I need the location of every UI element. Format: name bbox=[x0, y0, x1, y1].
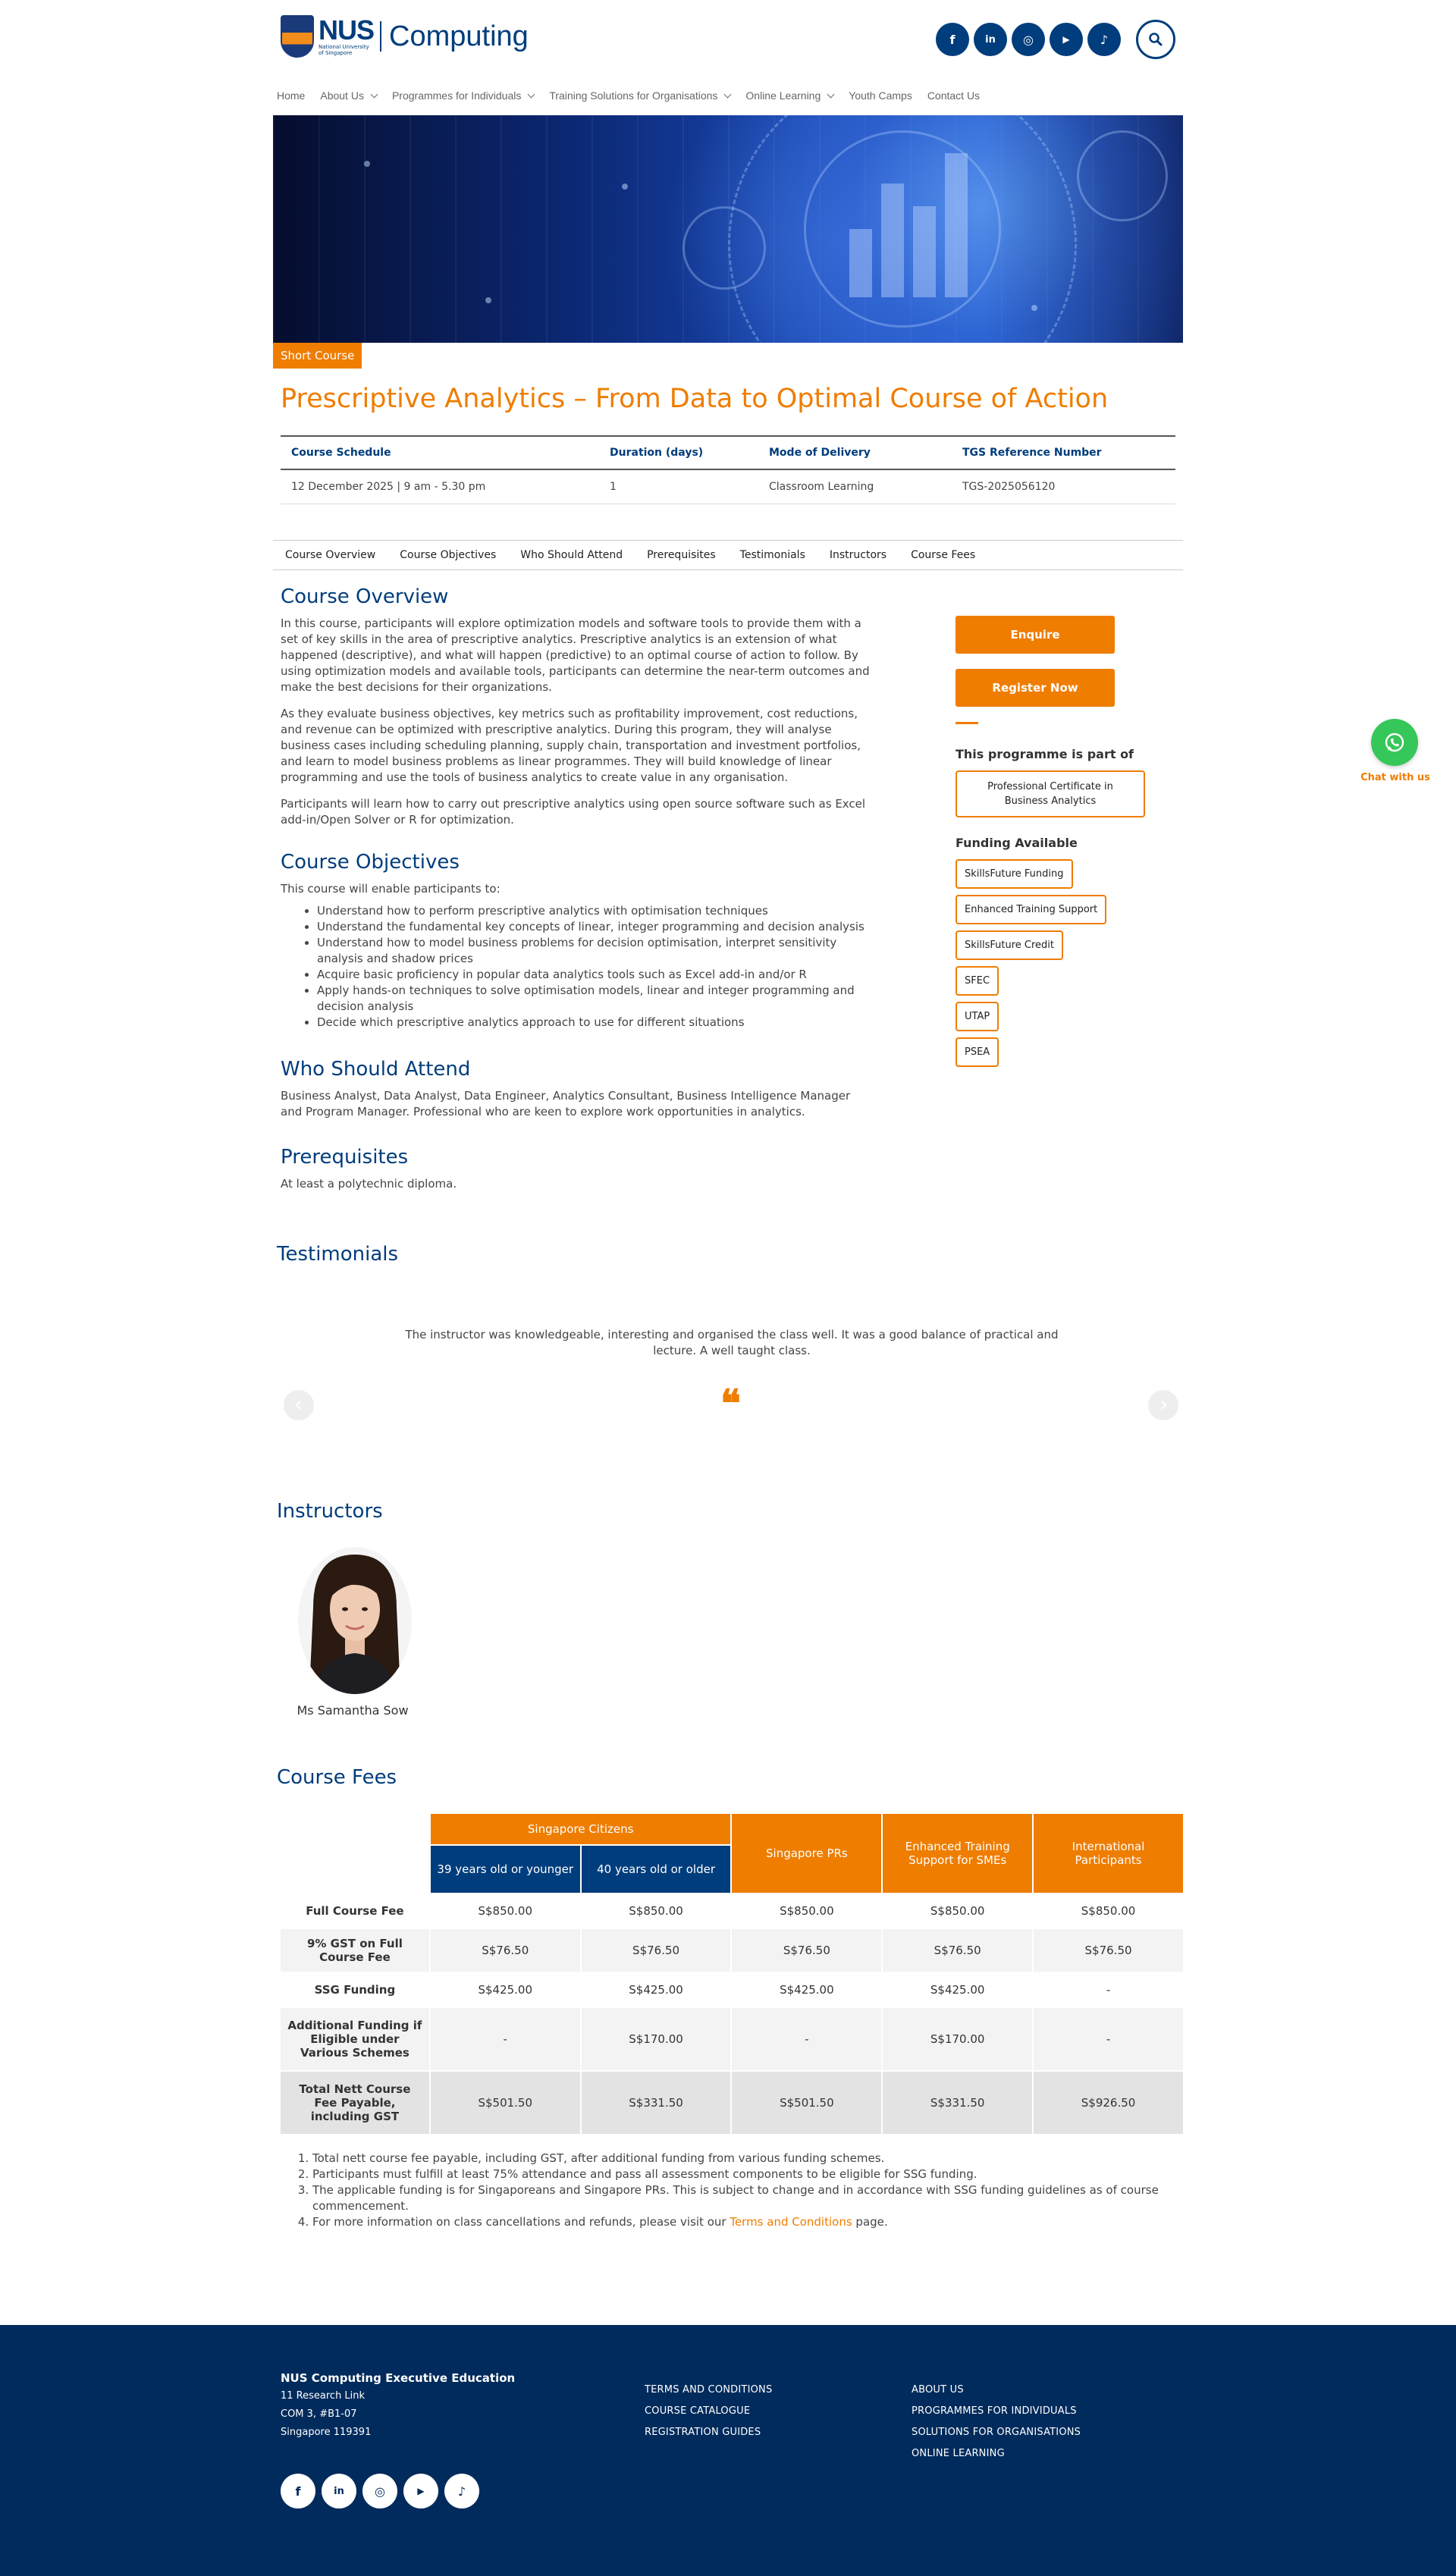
instagram-icon[interactable]: ◎ bbox=[1012, 23, 1045, 56]
nav-home[interactable]: Home bbox=[277, 89, 306, 102]
nav-online-learning[interactable]: Online Learning bbox=[745, 89, 833, 102]
logo-sub-line-1: National University bbox=[318, 44, 369, 50]
quote-icon: ❝ bbox=[720, 1381, 741, 1426]
youtube-icon[interactable]: ▶ bbox=[1050, 23, 1083, 56]
col-group-singapore-citizens: Singapore Citizens bbox=[430, 1813, 732, 1845]
fee-cell: - bbox=[430, 2007, 581, 2071]
funding-tag-utap[interactable]: UTAP bbox=[956, 1002, 999, 1031]
logo-divider bbox=[380, 21, 381, 52]
funding-tag-skillsfuture-funding[interactable]: SkillsFuture Funding bbox=[956, 859, 1073, 889]
footer-addr-line: 11 Research Link bbox=[281, 2390, 366, 2402]
list-item: • Apply hands-on techniques to solve optimisation models, linear and integer programming and decision analysis bbox=[317, 983, 872, 1015]
table-row bbox=[280, 2007, 1184, 2071]
schedule-date: 12 December 2025 | 9 am - 5.30 pm bbox=[281, 469, 599, 504]
list-item: 1. Total nett course fee payable, including GST, after additional funding from various funding schemes. bbox=[312, 2151, 1183, 2167]
fee-cell: S$76.50 bbox=[882, 1928, 1033, 1972]
footer-org-name: NUS Computing Executive Education bbox=[281, 2371, 516, 2385]
carousel-next-button[interactable] bbox=[1148, 1390, 1178, 1420]
fee-cell: S$331.50 bbox=[882, 2071, 1033, 2135]
table-header-row bbox=[280, 1813, 1184, 1845]
testimonial-quote: The instructor was knowledgeable, interesting and organised the class well. It was a good balance of practical and lecture. A well taught class. bbox=[405, 1328, 1059, 1357]
carousel-prev-button[interactable] bbox=[284, 1390, 314, 1420]
tab-instructors[interactable]: Instructors bbox=[829, 549, 887, 561]
table-header-row bbox=[281, 436, 1175, 469]
attend-heading: Who Should Attend bbox=[281, 1058, 471, 1081]
search-button[interactable] bbox=[1136, 20, 1175, 59]
footer-addr-line: Singapore 119391 bbox=[281, 2427, 372, 2438]
footer-social-links bbox=[281, 2474, 479, 2509]
funding-tag-psea[interactable]: PSEA bbox=[956, 1037, 999, 1067]
register-now-button[interactable]: Register Now bbox=[956, 669, 1115, 707]
fee-cell: S$76.50 bbox=[731, 1928, 882, 1972]
nav-contact-us[interactable]: Contact Us bbox=[927, 89, 981, 102]
nus-computing-logo[interactable] bbox=[281, 15, 529, 58]
row-label: Additional Funding if Eligible under Various Schemes bbox=[280, 2007, 430, 2071]
schedule-duration: 1 bbox=[599, 469, 758, 504]
fee-cell: S$501.50 bbox=[731, 2071, 882, 2135]
prereq-text: At least a polytechnic diploma. bbox=[281, 1177, 457, 1191]
tab-course-overview[interactable]: Course Overview bbox=[285, 549, 376, 561]
fee-cell: S$501.50 bbox=[430, 2071, 581, 2135]
fee-cell: S$76.50 bbox=[581, 1928, 732, 1972]
prereq-heading: Prerequisites bbox=[281, 1146, 409, 1169]
fee-cell: S$76.50 bbox=[430, 1928, 581, 1972]
footer-links-col-2 bbox=[912, 2380, 1081, 2465]
certificate-link[interactable]: Professional Certificate in Business Analytics bbox=[956, 770, 1145, 817]
objectives-heading: Course Objectives bbox=[281, 851, 460, 874]
chevron-left-icon bbox=[293, 1400, 304, 1410]
table-row bbox=[281, 469, 1175, 504]
fee-cell: S$170.00 bbox=[882, 2007, 1033, 2071]
overview-paragraph-2: As they evaluate business objectives, key metrics such as profitability improvement, cost reductions, and revenue can be optimized with prescriptive analytics. During this program, they will analyse business cases including scheduling planning, supply chain, transportation and investment portfolios, and learn to model business problems as linear programmes. They will build knowledge of linear programming and use the tools of business analytics to create value in any organisation. bbox=[281, 707, 861, 784]
chevron-down-icon bbox=[528, 90, 535, 98]
row-label: Full Course Fee bbox=[280, 1894, 430, 1928]
col-39-or-younger: 39 years old or younger bbox=[430, 1845, 581, 1894]
footer-address bbox=[281, 2369, 515, 2442]
tab-testimonials[interactable]: Testimonials bbox=[739, 549, 805, 561]
fee-cell: S$76.50 bbox=[1033, 1928, 1184, 1972]
objectives-list bbox=[317, 903, 872, 1031]
course-schedule-table bbox=[281, 435, 1175, 504]
chevron-right-icon bbox=[1158, 1400, 1169, 1410]
youtube-icon[interactable]: ▶ bbox=[403, 2474, 438, 2509]
col-40-or-older: 40 years old or older bbox=[581, 1845, 732, 1894]
list-item: • Understand how to model business problems for decision optimisation, interpret sensitivity analysis and shadow prices bbox=[317, 935, 872, 967]
footer-link-catalogue[interactable]: COURSE CATALOGUE bbox=[645, 2405, 751, 2417]
divider bbox=[956, 722, 978, 724]
main-nav bbox=[277, 89, 980, 102]
logo-computing-text: Computing bbox=[389, 20, 529, 52]
list-item: 4. For more information on class cancellations and refunds, please visit our Terms and Conditions page. bbox=[312, 2214, 1183, 2230]
footer-link-terms[interactable]: TERMS AND CONDITIONS bbox=[645, 2384, 773, 2396]
funding-tag-enhanced-training-support[interactable]: Enhanced Training Support bbox=[956, 895, 1106, 924]
overview-paragraph-3: Participants will learn how to carry out prescriptive analytics using open source software such as Excel add-in/Open Solver or R for optimization. bbox=[281, 797, 866, 827]
row-label: Total Nett Course Fee Payable, including GST bbox=[280, 2071, 430, 2135]
row-label: SSG Funding bbox=[280, 1972, 430, 2007]
list-item: • Acquire basic proficiency in popular data analytics tools such as Excel add-in and/or R bbox=[317, 967, 872, 983]
linkedin-icon[interactable]: in bbox=[322, 2474, 356, 2509]
nav-youth-camps[interactable]: Youth Camps bbox=[849, 89, 912, 102]
fee-cell: S$850.00 bbox=[882, 1894, 1033, 1928]
table-row bbox=[280, 1972, 1184, 2007]
part-of-heading: This programme is part of bbox=[956, 747, 1134, 761]
col-duration: Duration (days) bbox=[599, 436, 758, 469]
instructors-heading: Instructors bbox=[277, 1500, 383, 1523]
tiktok-icon[interactable]: ♪ bbox=[1087, 23, 1121, 56]
fee-cell: S$331.50 bbox=[581, 2071, 732, 2135]
tab-course-fees[interactable]: Course Fees bbox=[911, 549, 976, 561]
chevron-down-icon bbox=[371, 90, 378, 98]
footer-links-col-1 bbox=[645, 2380, 772, 2443]
schedule-mode: Classroom Learning bbox=[758, 469, 952, 504]
col-course-schedule: Course Schedule bbox=[281, 436, 599, 469]
hero-decor-ring bbox=[682, 206, 766, 290]
footer-addr-line: COM 3, #B1-07 bbox=[281, 2408, 357, 2420]
nav-about-us[interactable]: About Us bbox=[320, 89, 377, 102]
facebook-icon[interactable]: f bbox=[936, 23, 969, 56]
attend-text: Business Analyst, Data Analyst, Data Engineer, Analytics Consultant, Business Intelligence Manager and Program Manager. Professional who are keen to explore work opportunities in analytics. bbox=[281, 1089, 851, 1119]
overview-heading: Course Overview bbox=[281, 585, 449, 608]
footer-link-programmes[interactable]: PROGRAMMES FOR INDIVIDUALS bbox=[912, 2405, 1077, 2417]
fee-cell: - bbox=[1033, 2007, 1184, 2071]
logo-nus-text: NUS bbox=[318, 14, 375, 45]
instructor-name[interactable]: Ms Samantha Sow bbox=[297, 1703, 409, 1718]
col-international-participants: International Participants bbox=[1033, 1813, 1184, 1894]
instructor-portrait-image bbox=[298, 1547, 412, 1695]
page-title: Prescriptive Analytics – From Data to Optimal Course of Action bbox=[281, 384, 1109, 414]
list-item: • Decide which prescriptive analytics approach to use for different situations bbox=[317, 1015, 872, 1031]
funding-tag-sfec[interactable]: SFEC bbox=[956, 966, 999, 996]
list-item: • Understand the fundamental key concepts of linear, integer programming and decision analysis bbox=[317, 919, 872, 935]
nav-training-solutions[interactable]: Training Solutions for Organisations bbox=[549, 89, 730, 102]
fee-cell: S$850.00 bbox=[1033, 1894, 1184, 1928]
list-item: 2. Participants must fulfill at least 75% attendance and pass all assessment components to be eligible for SSG funding. bbox=[312, 2167, 1183, 2182]
tab-prerequisites[interactable]: Prerequisites bbox=[647, 549, 716, 561]
nav-programmes-for-individuals[interactable]: Programmes for Individuals bbox=[392, 89, 534, 102]
instructor-photo[interactable] bbox=[298, 1547, 412, 1695]
fee-cell: S$425.00 bbox=[430, 1972, 581, 2007]
whatsapp-icon bbox=[1383, 731, 1406, 754]
enquire-button[interactable]: Enquire bbox=[956, 616, 1115, 654]
instagram-icon[interactable]: ◎ bbox=[362, 2474, 397, 2509]
course-content bbox=[281, 584, 872, 1203]
header-social-links bbox=[936, 23, 1121, 56]
course-fees-table bbox=[279, 1812, 1185, 2135]
site-header bbox=[273, 0, 1183, 83]
fee-cell: - bbox=[731, 2007, 882, 2071]
footer-link-registration[interactable]: REGISTRATION GUIDES bbox=[645, 2427, 761, 2438]
fee-cell: S$850.00 bbox=[731, 1894, 882, 1928]
tiktok-icon[interactable]: ♪ bbox=[444, 2474, 479, 2509]
list-item: • Understand how to perform prescriptive analytics with optimisation techniques bbox=[317, 903, 872, 919]
col-tgs-ref: TGS Reference Number bbox=[952, 436, 1175, 469]
chevron-down-icon bbox=[724, 90, 732, 98]
schedule-tgs: TGS-2025056120 bbox=[952, 469, 1175, 504]
site-footer bbox=[0, 2325, 1456, 2576]
fee-cell: S$170.00 bbox=[581, 2007, 732, 2071]
tab-who-should-attend[interactable]: Who Should Attend bbox=[520, 549, 623, 561]
linkedin-icon[interactable]: in bbox=[974, 23, 1007, 56]
hero-decor-ring bbox=[1077, 130, 1168, 221]
facebook-icon[interactable]: f bbox=[281, 2474, 315, 2509]
funding-tag-skillsfuture-credit[interactable]: SkillsFuture Credit bbox=[956, 930, 1063, 960]
footer-link-solutions[interactable]: SOLUTIONS FOR ORGANISATIONS bbox=[912, 2427, 1081, 2438]
fee-cell: S$926.50 bbox=[1033, 2071, 1184, 2135]
fee-cell: S$425.00 bbox=[731, 1972, 882, 2007]
list-item: 3. The applicable funding is for Singaporeans and Singapore PRs. This is subject to change and in accordance with SSG funding guidelines as of course commencement. bbox=[312, 2182, 1183, 2214]
testimonials-heading: Testimonials bbox=[277, 1243, 399, 1266]
objectives-intro: This course will enable participants to: bbox=[281, 882, 500, 896]
row-label: 9% GST on Full Course Fee bbox=[280, 1928, 430, 1972]
tab-course-objectives[interactable]: Course Objectives bbox=[400, 549, 497, 561]
chevron-down-icon bbox=[827, 90, 835, 98]
col-mode: Mode of Delivery bbox=[758, 436, 952, 469]
nus-crest-icon bbox=[281, 15, 314, 58]
table-row bbox=[280, 1894, 1184, 1928]
hero-banner-image bbox=[273, 115, 1183, 343]
chat-button[interactable] bbox=[1371, 719, 1418, 766]
funding-heading: Funding Available bbox=[956, 836, 1078, 850]
table-row bbox=[280, 1928, 1184, 1972]
logo-sub-line-2: of Singapore bbox=[318, 50, 353, 56]
col-enhanced-training-support: Enhanced Training Support for SMEs bbox=[882, 1813, 1033, 1894]
chat-label[interactable]: Chat with us bbox=[1360, 772, 1430, 783]
fees-heading: Course Fees bbox=[277, 1766, 397, 1789]
fee-cell: S$850.00 bbox=[581, 1894, 732, 1928]
funding-list bbox=[956, 859, 1183, 1073]
fee-cell: - bbox=[1033, 1972, 1184, 2007]
course-sidebar bbox=[956, 616, 1183, 1073]
section-tabs bbox=[273, 540, 1183, 570]
fee-cell: S$425.00 bbox=[882, 1972, 1033, 2007]
col-singapore-prs: Singapore PRs bbox=[731, 1813, 882, 1894]
overview-paragraph-1: In this course, participants will explore optimization models and software tools to provide them with a set of key skills in the area of prescriptive analytics. Prescriptive analytics is an extension of what happened (descriptive), and what will happen (predictive) to an optimal course of action to follow. By using optimization models and available tools, participants can determine the near-term outcomes and make the best decisions for their organizations. bbox=[281, 617, 870, 694]
fee-notes bbox=[296, 2151, 1183, 2230]
course-type-badge: Short Course bbox=[273, 343, 362, 369]
fee-cell: S$850.00 bbox=[430, 1894, 581, 1928]
search-icon bbox=[1148, 32, 1163, 47]
fee-cell: S$425.00 bbox=[581, 1972, 732, 2007]
footer-link-online[interactable]: ONLINE LEARNING bbox=[912, 2448, 1005, 2459]
terms-and-conditions-link[interactable]: Terms and Conditions bbox=[730, 2215, 852, 2229]
footer-link-about[interactable]: ABOUT US bbox=[912, 2384, 964, 2396]
hero-bar-graphic bbox=[849, 138, 968, 297]
table-row bbox=[280, 2071, 1184, 2135]
